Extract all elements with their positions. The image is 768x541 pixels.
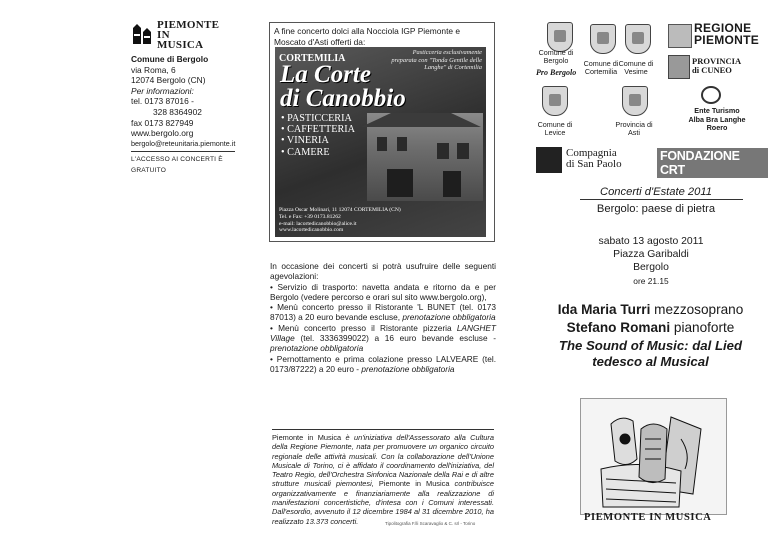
performer: Ida Maria Turri mezzosoprano [557, 302, 744, 317]
san-paolo-mark-icon [536, 147, 562, 173]
ad-address-line: e-mail: lacortedicanobbio@alice.it [279, 220, 357, 227]
ad-service-item: • CAMERE [281, 146, 330, 158]
ad-service-item: • CAFFETTERIA [281, 124, 356, 136]
bergolo-caption: Comune di Bergolo [538, 48, 574, 66]
regione-flag-icon [668, 24, 692, 48]
illustration [580, 398, 727, 515]
fax: fax 0173 827949 [131, 117, 194, 128]
facility-item: • Servizio di trasporto: navetta andata e ritorno da e per Bergolo (vedere percorso e orari sul sito www.bergolo.org), [270, 281, 496, 302]
piemonte-in-musica-logo [131, 20, 221, 50]
footer-brand: PIEMONTE IN MUSICA [584, 512, 712, 523]
cortemilia-caption: Comune di Cortemilia [583, 59, 619, 77]
ad-address-line: www.lacortedicanobbio.com [279, 227, 344, 234]
website-link[interactable]: www.bergolo.org [131, 128, 194, 139]
address-line: via Roma, 6 [131, 64, 176, 75]
printer-credit: Tipolitografia F.lli Scaravaglio & C. srl - Torino [385, 521, 476, 526]
illustration-credit [725, 398, 733, 508]
ad-address [279, 207, 401, 234]
divider [131, 151, 235, 152]
vesime-caption: Comune di Vesime [618, 59, 654, 77]
probergolo-logo: Pro Bergolo [536, 68, 577, 77]
concert-title [553, 338, 748, 371]
ad-address-line: Tel. e Fax: +39 0173.81262 [279, 213, 341, 220]
performers [553, 301, 748, 336]
concert-series: Concerti d'Estate 2011 [599, 186, 712, 198]
asti-crest-icon [622, 86, 648, 116]
sponsor-ad [275, 47, 486, 237]
book-illustration [581, 399, 726, 514]
provincia-cuneo-logo [668, 55, 758, 79]
event-time: ore 21.15 [633, 275, 669, 286]
footer-note: Piemonte in Musica è un'iniziativa dell'Assessorato alla Cultura della Regione Piemonte, nata per promuovere un organico circuito regionale delle attività musicali. Con la collaborazione dell'Unione Musicale di Torino, ci è affidato il coordinamento dell'iniziativa, del Teatro Regio, dell'Orchestra Sinfonica Nazionale della Rai e di altre strutture musicali piemontesi, Piemonte in Musica contribuisce organizzativamente e finanziariamente alla realizzazione di manifestazioni concertistiche, d'intesa con i Comuni interessati. Dall'esordio, avvenuto il 12 dicembre 1984 al 31 dicembre 2010, ha realizzato 13.373 concerti. [272, 433, 494, 526]
ente-turismo-caption: Ente Turismo Alba Bra Langhe Roero [688, 106, 746, 133]
cuneo-line-1: PROVINCIA [692, 56, 742, 66]
event-details [580, 235, 722, 288]
concert-title-line-2: tedesco al Musical [592, 354, 709, 370]
piemonte-in-musica-mark [131, 22, 153, 46]
regione-line-2: PIEMONTE [694, 33, 760, 47]
ad-service-item: • PASTICCERIA [281, 113, 352, 124]
facilities-intro: In occasione dei concerti si potrà usufruire delle seguenti agevolazioni: [270, 261, 496, 282]
ad-location: CORTEMILIA [279, 53, 346, 64]
event-header [580, 185, 732, 216]
ad-title [280, 63, 406, 111]
address-line: 12074 Bergolo (CN) [131, 75, 206, 86]
footer-divider [272, 429, 494, 430]
asti-caption: Provincia di Asti [615, 120, 653, 138]
event-town: Bergolo [633, 262, 669, 274]
compagnia-san-paolo-logo [536, 147, 646, 173]
levice-crest-icon [542, 86, 568, 116]
ad-address-line: Piazza Oscar Molinari, 11 12074 CORTEMILIA (CN) [279, 207, 401, 213]
sponsor-intro: A fine concerto dolci alla Nocciola IGP Piemonte e Moscato d'Asti offerti da: [274, 26, 461, 47]
regione-line-1: REGIONE [694, 21, 752, 35]
sanpaolo-line-1: Compagnia [566, 147, 617, 159]
ente-turismo-icon [701, 86, 721, 104]
info-label: Per informazioni: [131, 85, 194, 96]
ad-services [281, 113, 355, 158]
facility-item: • Pernottamento e prima colazione presso LALVEARE (tel. 0173/87222) a 20 euro - prenotazione obbligatoria [270, 353, 496, 374]
logo-line-1: PIEMONTE [157, 19, 220, 31]
facility-item: • Menù concerto presso il Ristorante pizzeria LANGHET Village (tel. 3336399022) a 16 euro bevande escluse - prenotazione obbligatoria [270, 322, 496, 354]
header-divider [580, 199, 743, 200]
regione-piemonte-logo [668, 22, 768, 52]
levice-caption: Comune di Levice [537, 120, 573, 138]
facilities-info [270, 261, 496, 374]
phone: tel. 0173 87016 - [131, 96, 194, 107]
cuneo-crest-icon [668, 55, 690, 79]
place-title: Bergolo: paese di pietra [596, 203, 716, 215]
cuneo-line-2: di CUNEO [692, 64, 732, 75]
vesime-crest-icon [625, 24, 651, 54]
event-date: sabato 13 agosto 2011 [598, 236, 704, 247]
logo-line-2: IN [157, 29, 170, 41]
sanpaolo-line-2: di San Paolo [566, 158, 622, 170]
logo-line-3: MUSICA [157, 39, 204, 51]
performer: Stefano Romani pianoforte [566, 319, 735, 335]
ad-tagline: Pasticceria esclusivamente preparata con "Tonda Gentile delle Langhe" di Cortemilia [391, 49, 482, 71]
email-link[interactable]: bergolo@reteunitaria.piemonte.it [131, 138, 236, 148]
ad-title-line-1: La Corte [280, 61, 371, 88]
concert-title-line-1: The Sound of Music: dal Lied [558, 338, 743, 353]
free-entry-note: L'ACCESSO AI CONCERTI È GRATUITO [131, 156, 223, 174]
contact-block [131, 54, 241, 177]
phone-mobile: 328 8364902 [153, 106, 202, 117]
ad-service-item: • VINERIA [281, 135, 329, 147]
event-square: Piazza Garibaldi [613, 249, 689, 261]
cortemilia-crest-icon [590, 24, 616, 54]
contact-title: Comune di Bergolo [131, 54, 209, 64]
facility-item: • Menù concerto presso il Ristorante 'L BUNET (tel. 0173 87013) a 20 euro bevande escluse, prenotazione obbligatoria [270, 302, 496, 323]
ad-title-line-2: di Canobbio [280, 85, 406, 112]
fondazione-crt-logo: FONDAZIONE CRT [657, 148, 768, 178]
ad-building-photo [367, 113, 483, 201]
